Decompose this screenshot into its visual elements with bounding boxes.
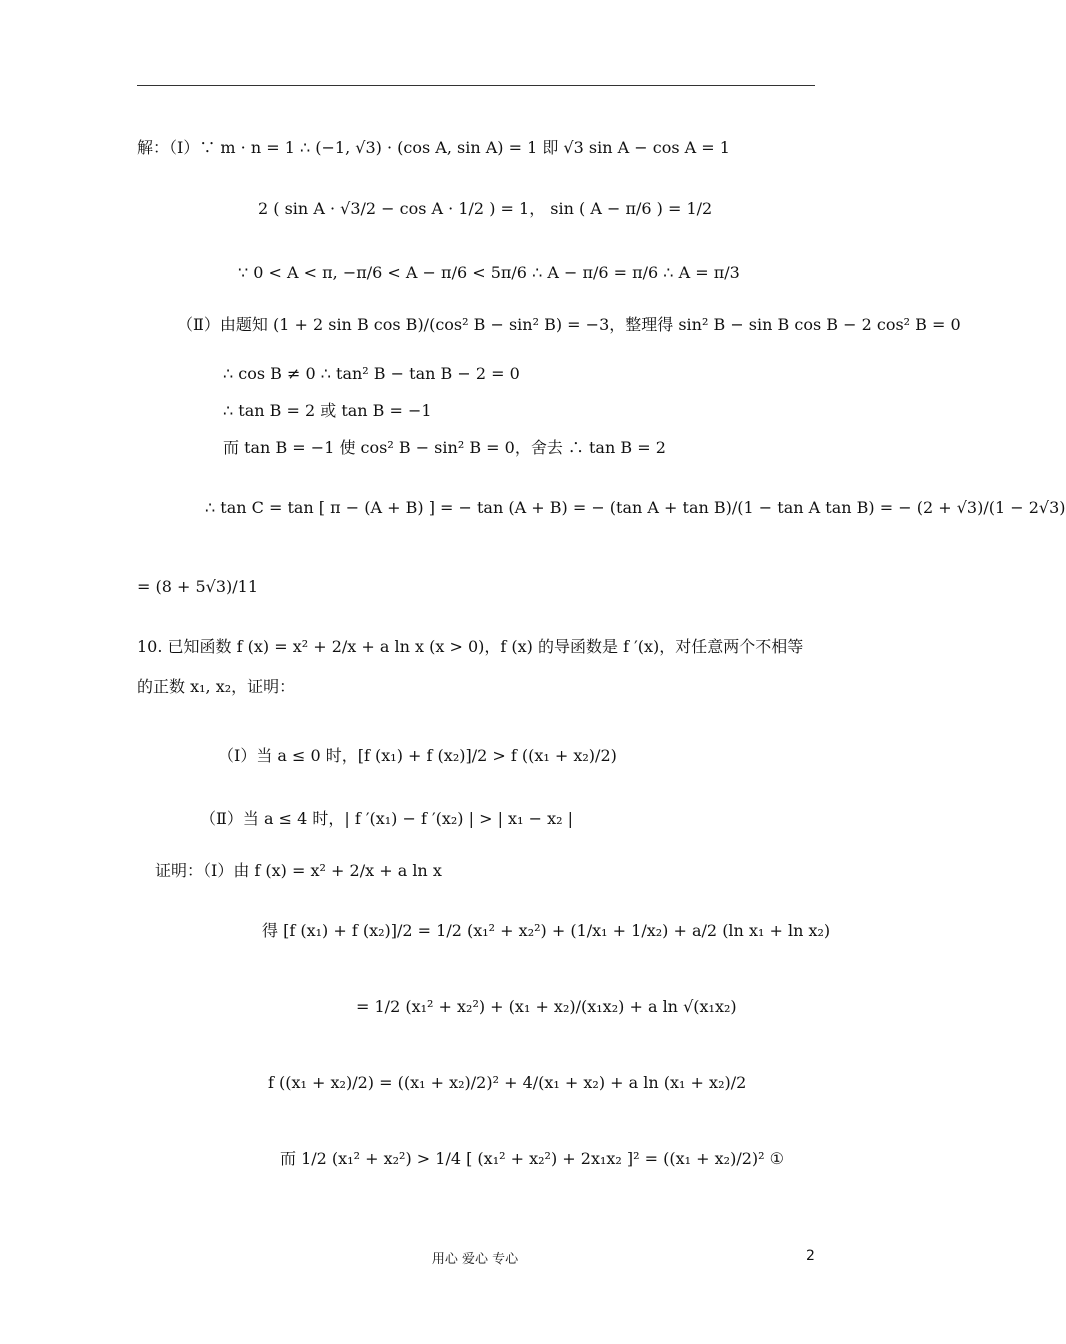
solution-line-6: ∴ tan B = 2 或 tan B = −1	[223, 401, 432, 420]
problem-10-part-2: （Ⅱ）当 a ≤ 4 时，| f ′(x₁) − f ′(x₂) | > | x₁ − x₂ |	[200, 809, 573, 828]
header-rule	[137, 85, 815, 86]
solution-line-3: ∵ 0 < A < π, −π/6 < A − π/6 < 5π/6 ∴ A − π/6 = π/6 ∴ A = π/3	[238, 263, 740, 282]
solution-line-9: = (8 + 5√3)/11	[137, 577, 259, 596]
solution-line-4: （Ⅱ）由题知 (1 + 2 sin B cos B)/(cos² B − sin² B) = −3，整理得 sin² B − sin B cos B − 2 cos² B = 0	[177, 315, 961, 334]
page-number: 2	[806, 1248, 815, 1264]
proof-line-1: 证明：（Ⅰ）由 f (x) = x² + 2/x + a ln x	[155, 861, 442, 880]
proof-line-3: = 1/2 (x₁² + x₂²) + (x₁ + x₂)/(x₁x₂) + a ln √(x₁x₂)	[356, 997, 737, 1016]
proof-line-4: f ((x₁ + x₂)/2) = ((x₁ + x₂)/2)² + 4/(x₁ + x₂) + a ln (x₁ + x₂)/2	[268, 1073, 747, 1092]
solution-line-5: ∴ cos B ≠ 0 ∴ tan² B − tan B − 2 = 0	[223, 364, 520, 383]
solution-line-8: ∴ tan C = tan [ π − (A + B) ] = − tan (A + B) = − (tan A + tan B)/(1 − tan A tan B) = − (2 + √3)/(1 − 2√3)	[205, 498, 1066, 517]
solution-line-2: 2 ( sin A · √3/2 − cos A · 1/2 ) = 1， sin ( A − π/6 ) = 1/2	[258, 199, 713, 218]
proof-line-2: 得 [f (x₁) + f (x₂)]/2 = 1/2 (x₁² + x₂²) + (1/x₁ + 1/x₂) + a/2 (ln x₁ + ln x₂)	[262, 921, 831, 940]
problem-10-statement-cont: 的正数 x₁, x₂，证明：	[137, 677, 296, 696]
problem-10-statement: 10. 已知函数 f (x) = x² + 2/x + a ln x (x > 0)，f (x) 的导函数是 f ′(x)，对任意两个不相等	[137, 637, 804, 656]
problem-10-part-1: （Ⅰ）当 a ≤ 0 时，[f (x₁) + f (x₂)]/2 > f ((x₁ + x₂)/2)	[218, 746, 617, 765]
proof-line-5: 而 1/2 (x₁² + x₂²) > 1/4 [ (x₁² + x₂²) + 2x₁x₂ ]² = ((x₁ + x₂)/2)² ①	[280, 1149, 784, 1168]
page-footer: 用心 爱心 专心	[431, 1252, 519, 1267]
solution-line-1: 解：（Ⅰ）∵ m · n = 1 ∴ (−1, √3) · (cos A, sin A) = 1 即 √3 sin A − cos A = 1	[137, 138, 730, 157]
solution-line-7: 而 tan B = −1 使 cos² B − sin² B = 0，舍去 ∴ tan B = 2	[223, 438, 666, 457]
